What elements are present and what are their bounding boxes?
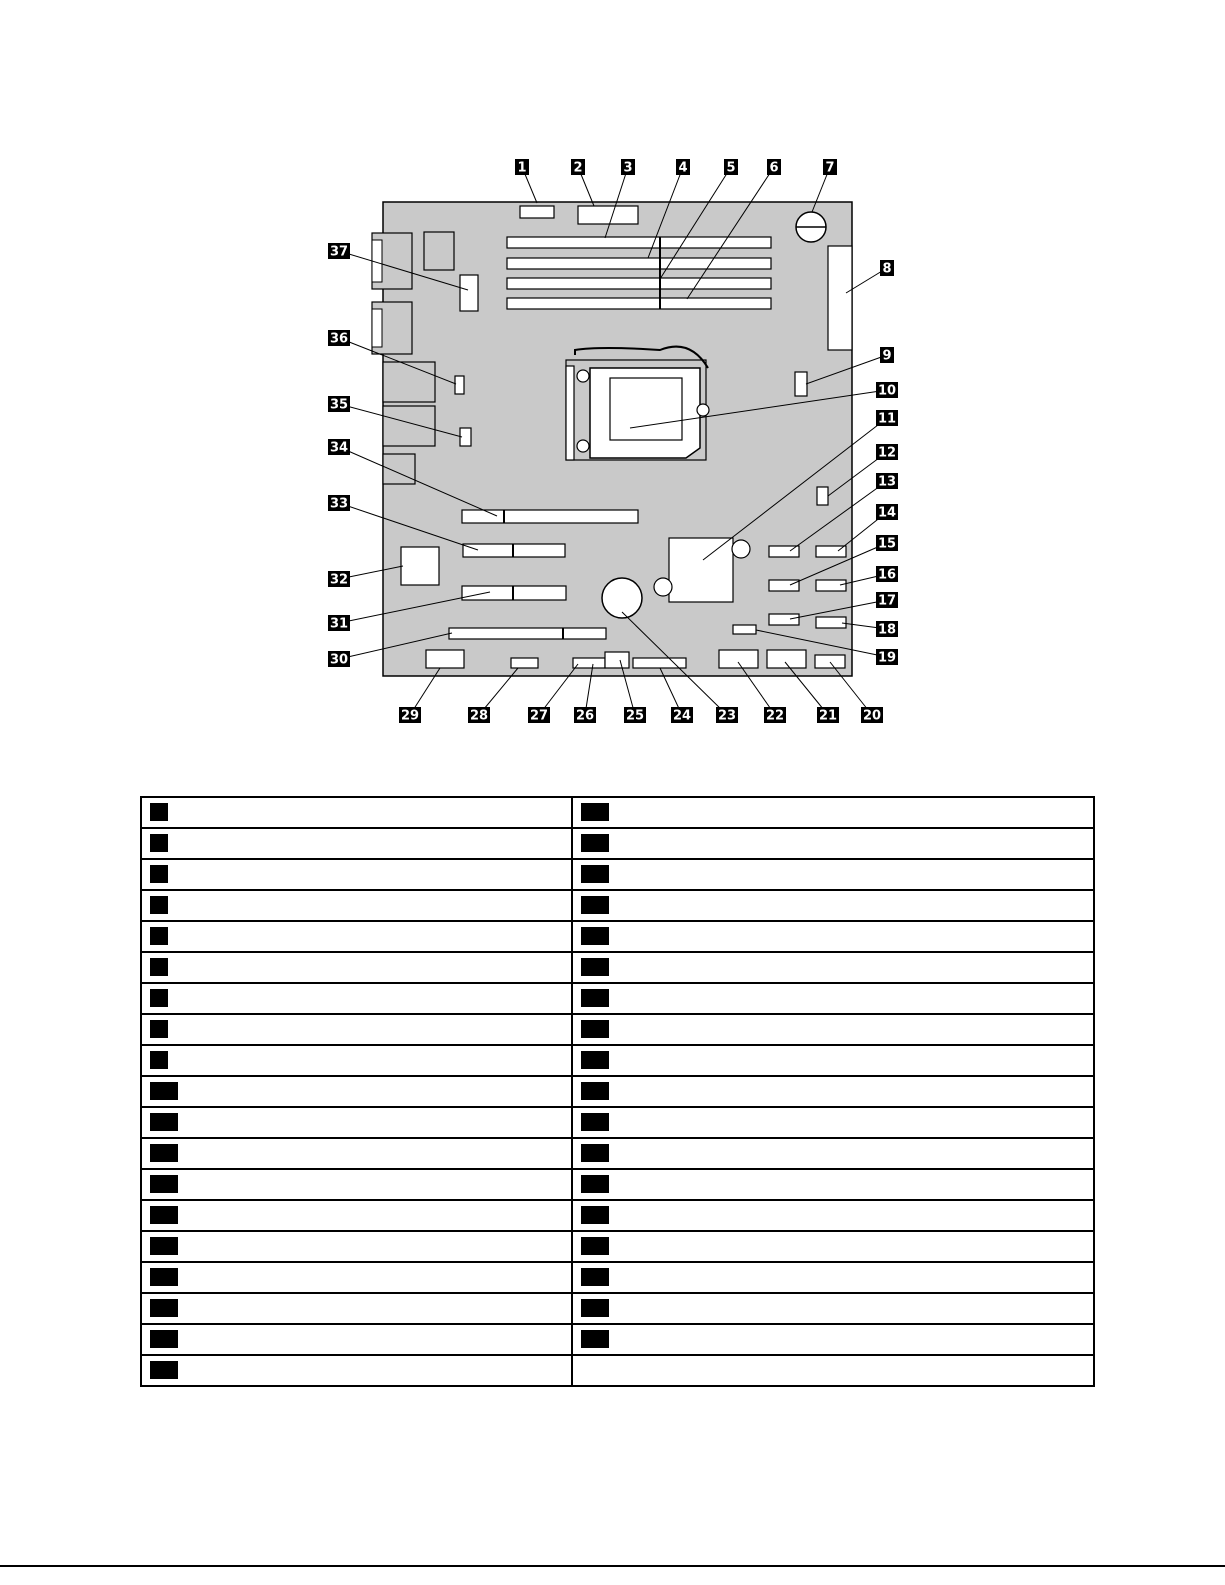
callout-number: 23: [717, 708, 737, 724]
sata-17: [769, 614, 799, 625]
header-21: [767, 650, 806, 668]
callout-number: 36: [329, 331, 349, 347]
legend-cell-left: [141, 828, 572, 859]
legend-row: [141, 1076, 1094, 1107]
legend-key-badge: [150, 1237, 178, 1255]
fan-header-36: [455, 376, 464, 394]
chipset: [669, 538, 733, 602]
callout-badge-28: [468, 707, 490, 724]
callout-badge-5: [724, 159, 738, 176]
legend-key-badge: [150, 896, 168, 914]
memory-slot-3: [507, 278, 771, 289]
callout-badge-6: [767, 159, 781, 176]
legend-key-badge: [150, 1330, 178, 1348]
callout-number: 33: [329, 496, 349, 512]
legend-cell-right: [572, 1045, 1094, 1076]
legend-cell-left: [141, 952, 572, 983]
legend-key-badge: [150, 927, 168, 945]
callout-number: 29: [400, 708, 420, 724]
legend-cell-left: [141, 1324, 572, 1355]
legend-row: [141, 1045, 1094, 1076]
chip-32: [401, 547, 439, 585]
legend-cell-left: [141, 1014, 572, 1045]
memory-slot-1: [507, 237, 771, 248]
callout-badge-32: [328, 571, 350, 588]
header-28: [511, 658, 538, 668]
legend-key-badge: [150, 958, 168, 976]
legend-cell-right: [572, 1262, 1094, 1293]
callout-number: 15: [877, 536, 897, 552]
callout-badge-16: [876, 566, 898, 583]
callout-number: 14: [877, 505, 897, 521]
legend-key-badge: [581, 1020, 609, 1038]
legend-row: [141, 797, 1094, 828]
callout-number: 37: [329, 244, 349, 260]
callout-number: 13: [877, 474, 897, 490]
callout-number: 11: [877, 411, 897, 427]
sata-16: [816, 580, 846, 591]
legend-row: [141, 921, 1094, 952]
callout-number: 30: [329, 652, 349, 668]
legend-key-badge: [581, 834, 609, 852]
legend-cell-right: [572, 1138, 1094, 1169]
legend-key-badge: [581, 1051, 609, 1069]
cpu-power-connector: [460, 275, 478, 311]
legend-key-badge: [581, 896, 609, 914]
legend-key-badge: [581, 1299, 609, 1317]
callout-number: 8: [882, 261, 892, 277]
legend-row: [141, 859, 1094, 890]
memory-slot-4: [507, 298, 771, 309]
callout-number: 19: [877, 650, 897, 666]
legend-key-badge: [150, 803, 168, 821]
callout-badge-35: [328, 396, 350, 413]
system-board-diagram: [0, 0, 1225, 760]
legend-cell-right: [572, 1231, 1094, 1262]
legend-row: [141, 1014, 1094, 1045]
callout-badge-1: [515, 159, 529, 176]
legend-cell-left: [141, 1355, 572, 1386]
legend-key-badge: [150, 1299, 178, 1317]
legend-key-badge: [150, 1082, 178, 1100]
sata-15: [769, 580, 799, 591]
header-29: [426, 650, 464, 668]
callout-badge-24: [671, 707, 693, 724]
callout-number: 7: [825, 160, 835, 176]
callout-badge-23: [716, 707, 738, 724]
legend-key-badge: [581, 1113, 609, 1131]
header-12: [817, 487, 828, 505]
callout-number: 16: [877, 567, 897, 583]
legend-cell-left: [141, 1045, 572, 1076]
legend-cell-left: [141, 1107, 572, 1138]
callout-number: 18: [877, 622, 897, 638]
callout-badge-25: [624, 707, 646, 724]
legend-cell-right: [572, 797, 1094, 828]
legend-row: [141, 890, 1094, 921]
legend-key-badge: [581, 1175, 609, 1193]
page-bottom-rule: [0, 1565, 1225, 1567]
callout-badge-3: [621, 159, 635, 176]
cpu-lever: [566, 366, 574, 460]
callout-badge-12: [876, 444, 898, 461]
legend-cell-left: [141, 859, 572, 890]
legend-cell-right: [572, 1014, 1094, 1045]
legend-key-badge: [581, 927, 609, 945]
callout-badge-11: [876, 410, 898, 427]
legend-key-badge: [150, 989, 168, 1007]
legend-key-badge: [150, 865, 168, 883]
capacitor-1: [732, 540, 750, 558]
pci-slot-30: [449, 628, 606, 639]
legend-cell-right: [572, 890, 1094, 921]
power-connector: [828, 246, 852, 350]
connector-1: [520, 206, 554, 218]
legend-row: [141, 1200, 1094, 1231]
callout-badge-29: [399, 707, 421, 724]
legend-key-badge: [581, 1268, 609, 1286]
legend-row: [141, 1169, 1094, 1200]
header-19: [733, 625, 756, 634]
legend-cell-left: [141, 890, 572, 921]
callout-number: 26: [575, 708, 595, 724]
legend-cell-right: [572, 1107, 1094, 1138]
serial-connector-bottom-face: [372, 309, 382, 347]
legend-cell-right: [572, 1169, 1094, 1200]
header-20: [815, 655, 845, 668]
memory-slot-2: [507, 258, 771, 269]
legend-key-badge: [150, 1206, 178, 1224]
legend-cell-right: [572, 859, 1094, 890]
legend-rows: [141, 797, 1094, 1386]
callout-number: 17: [877, 593, 897, 609]
callout-badge-13: [876, 473, 898, 490]
callout-number: 20: [862, 708, 882, 724]
sata-18: [816, 617, 846, 628]
callout-badge-30: [328, 651, 350, 668]
callout-number: 4: [678, 160, 688, 176]
usb-stack-1: [383, 362, 435, 402]
legend-cell-left: [141, 983, 572, 1014]
callout-badge-20: [861, 707, 883, 724]
header-25: [605, 652, 629, 668]
callout-number: 5: [726, 160, 736, 176]
legend-row: [141, 1231, 1094, 1262]
callout-badge-27: [528, 707, 550, 724]
callout-number: 1: [517, 160, 527, 176]
legend-cell-right: [572, 1355, 1094, 1386]
legend-key-badge: [150, 1175, 178, 1193]
cpu-screw-2: [577, 440, 589, 452]
legend-key-badge: [581, 1206, 609, 1224]
callout-number: 25: [625, 708, 645, 724]
legend-cell-left: [141, 1138, 572, 1169]
callout-badge-15: [876, 535, 898, 552]
legend-cell-right: [572, 983, 1094, 1014]
callout-badge-2: [571, 159, 585, 176]
legend-row: [141, 828, 1094, 859]
legend-row: [141, 1138, 1094, 1169]
legend-key-badge: [581, 958, 609, 976]
callout-number: 10: [877, 383, 897, 399]
legend-cell-right: [572, 1293, 1094, 1324]
audio-stack: [383, 454, 415, 484]
legend-key-badge: [581, 1237, 609, 1255]
legend-cell-right: [572, 952, 1094, 983]
cpu-screw-1: [577, 370, 589, 382]
legend-row: [141, 952, 1094, 983]
callout-number: 21: [818, 708, 838, 724]
legend-cell-right: [572, 921, 1094, 952]
callout-number: 3: [623, 160, 633, 176]
legend-key-badge: [150, 1144, 178, 1162]
callout-badge-4: [676, 159, 690, 176]
callout-badge-10: [876, 382, 898, 399]
connector-2: [578, 206, 638, 224]
callout-badge-31: [328, 615, 350, 632]
legend-row: [141, 1293, 1094, 1324]
legend-key-badge: [150, 1113, 178, 1131]
legend-key-badge: [150, 1268, 178, 1286]
callout-number: 2: [573, 160, 583, 176]
callout-badge-33: [328, 495, 350, 512]
legend-cell-left: [141, 1231, 572, 1262]
callout-badge-36: [328, 330, 350, 347]
legend-cell-left: [141, 1200, 572, 1231]
callout-badge-9: [880, 347, 894, 364]
callout-number: 35: [329, 397, 349, 413]
legend-key-badge: [581, 803, 609, 821]
callout-badge-8: [880, 260, 894, 277]
callout-badge-19: [876, 649, 898, 666]
legend-row: [141, 983, 1094, 1014]
component-legend-table: [140, 796, 1095, 1387]
callout-number: 6: [769, 160, 779, 176]
legend-key-badge: [150, 1361, 178, 1379]
callout-badge-18: [876, 621, 898, 638]
callout-number: 31: [329, 616, 349, 632]
legend-row: [141, 1262, 1094, 1293]
callout-number: 34: [329, 440, 349, 456]
legend-cell-left: [141, 921, 572, 952]
callout-badge-14: [876, 504, 898, 521]
callout-badge-21: [817, 707, 839, 724]
legend-row: [141, 1355, 1094, 1386]
capacitor-2: [654, 578, 672, 596]
legend-key-badge: [581, 1330, 609, 1348]
callout-badge-22: [764, 707, 786, 724]
fan-header-9: [795, 372, 807, 396]
legend-key-badge: [150, 834, 168, 852]
legend-row: [141, 1107, 1094, 1138]
legend-cell-right: [572, 1076, 1094, 1107]
callout-number: 27: [529, 708, 549, 724]
callout-number: 9: [882, 348, 892, 364]
header-22: [719, 650, 758, 668]
legend-cell-right: [572, 1324, 1094, 1355]
legend-key-badge: [150, 1020, 168, 1038]
legend-cell-left: [141, 797, 572, 828]
callout-number: 32: [329, 572, 349, 588]
callout-badge-34: [328, 439, 350, 456]
legend-cell-left: [141, 1076, 572, 1107]
header-27-26: [573, 658, 605, 668]
cpu-die: [610, 378, 682, 440]
system-board: [372, 202, 852, 676]
cpu-screw-3: [697, 404, 709, 416]
legend-cell-right: [572, 1200, 1094, 1231]
legend-cell-left: [141, 1293, 572, 1324]
callout-badge-7: [823, 159, 837, 176]
legend-row: [141, 1324, 1094, 1355]
callout-badge-37: [328, 243, 350, 260]
callout-number: 12: [877, 445, 897, 461]
legend-key-badge: [581, 865, 609, 883]
legend-key-badge: [150, 1051, 168, 1069]
legend-key-badge: [581, 989, 609, 1007]
callout-number: 22: [765, 708, 785, 724]
chip-top-left: [424, 232, 454, 270]
legend-key-badge: [581, 1082, 609, 1100]
callout-number: 28: [469, 708, 489, 724]
callout-badge-17: [876, 592, 898, 609]
usb-stack-2: [383, 406, 435, 446]
legend-key-badge: [581, 1144, 609, 1162]
legend-cell-left: [141, 1262, 572, 1293]
legend-cell-left: [141, 1169, 572, 1200]
legend-cell-right: [572, 828, 1094, 859]
callout-number: 24: [672, 708, 692, 724]
callout-badge-26: [574, 707, 596, 724]
